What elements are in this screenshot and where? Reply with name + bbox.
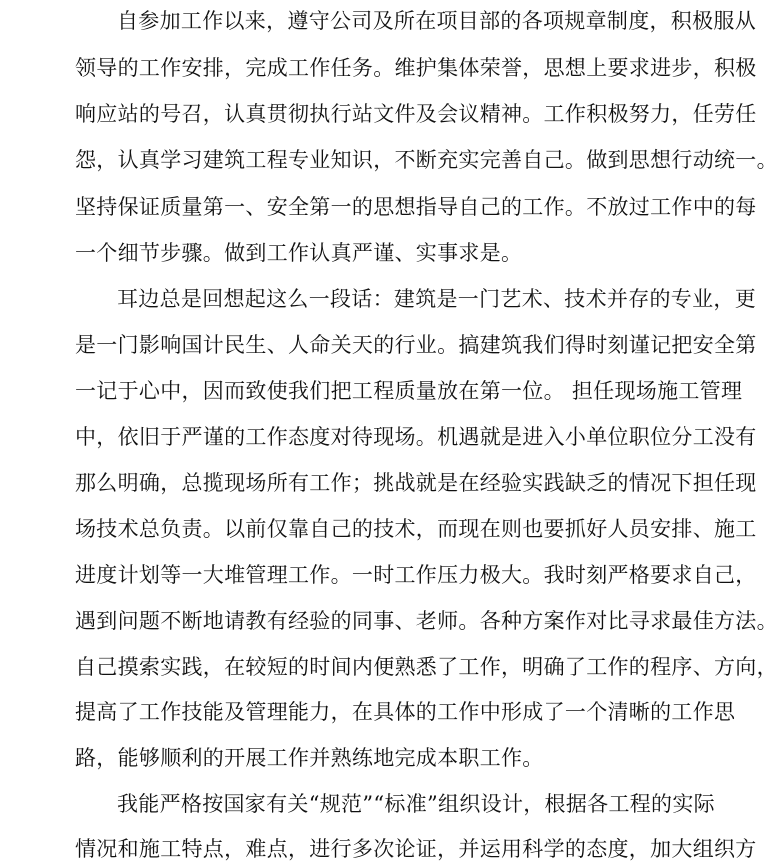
paragraph-2-line-4: 中，依旧于严谨的工作态度对待现场。机遇就是进入小单位职位分工没有 (75, 425, 757, 449)
paragraph-2-line-6: 场技术总负责。以前仅靠自己的技术，而现在则也要抓好人员安排、施工 (75, 517, 757, 541)
paragraph-1-line-5: 坚持保证质量第一、安全第一的思想指导自己的工作。不放过工作中的每 (75, 195, 757, 219)
paragraph-2-line-10: 提高了工作技能及管理能力，在具体的工作中形成了一个清晰的工作思 (75, 700, 736, 724)
paragraph-2-line-3: 一记于心中，因而致使我们把工程质量放在第一位。 担任现场施工管理 (75, 379, 743, 403)
paragraph-2-line-2: 是一门影响国计民生、人命关天的行业。搞建筑我们得时刻谨记把安全第 (75, 333, 757, 357)
paragraph-1-line-1: 自参加工作以来，遵守公司及所在项目部的各项规章制度，积极服从 (117, 9, 756, 33)
paragraph-2-line-1: 耳边总是回想起这么一段话：建筑是一门艺术、技术并存的专业，更 (117, 287, 756, 311)
paragraph-1-line-3: 响应站的号召，认真贯彻执行站文件及会议精神。工作积极努力，任劳任 (75, 102, 757, 126)
paragraph-1-line-6: 一个细节步骤。做到工作认真严谨、实事求是。 (75, 241, 523, 265)
paragraph-3-line-2: 情况和施工特点，难点，进行多次论证，并运用科学的态度，加大组织方 (75, 837, 757, 861)
paragraph-2-line-8: 遇到问题不断地请教有经验的同事、老师。各种方案作对比寻求最佳方法。 (75, 609, 778, 633)
paragraph-2-line-11: 路，能够顺利的开展工作并熟练地完成本职工作。 (75, 746, 544, 770)
paragraph-2-line-7: 进度计划等一大堆管理工作。一时工作压力极大。我时刻严格要求自己， (75, 563, 757, 587)
paragraph-3-line-1: 我能严格按国家有关“规范”“标准”组织设计，根据各工程的实际 (117, 792, 715, 816)
paragraph-1-line-2: 领导的工作安排，完成工作任务。维护集体荣誉，思想上要求进步，积极 (75, 56, 757, 80)
paragraph-1-line-4: 怨，认真学习建筑工程专业知识，不断充实完善自己。做到思想行动统一。 (75, 148, 778, 172)
paragraph-2-line-9: 自己摸索实践，在较短的时间内便熟悉了工作，明确了工作的程序、方向， (75, 655, 778, 679)
paragraph-2-line-5: 那么明确，总揽现场所有工作；挑战就是在经验实践缺乏的情况下担任现 (75, 471, 757, 495)
